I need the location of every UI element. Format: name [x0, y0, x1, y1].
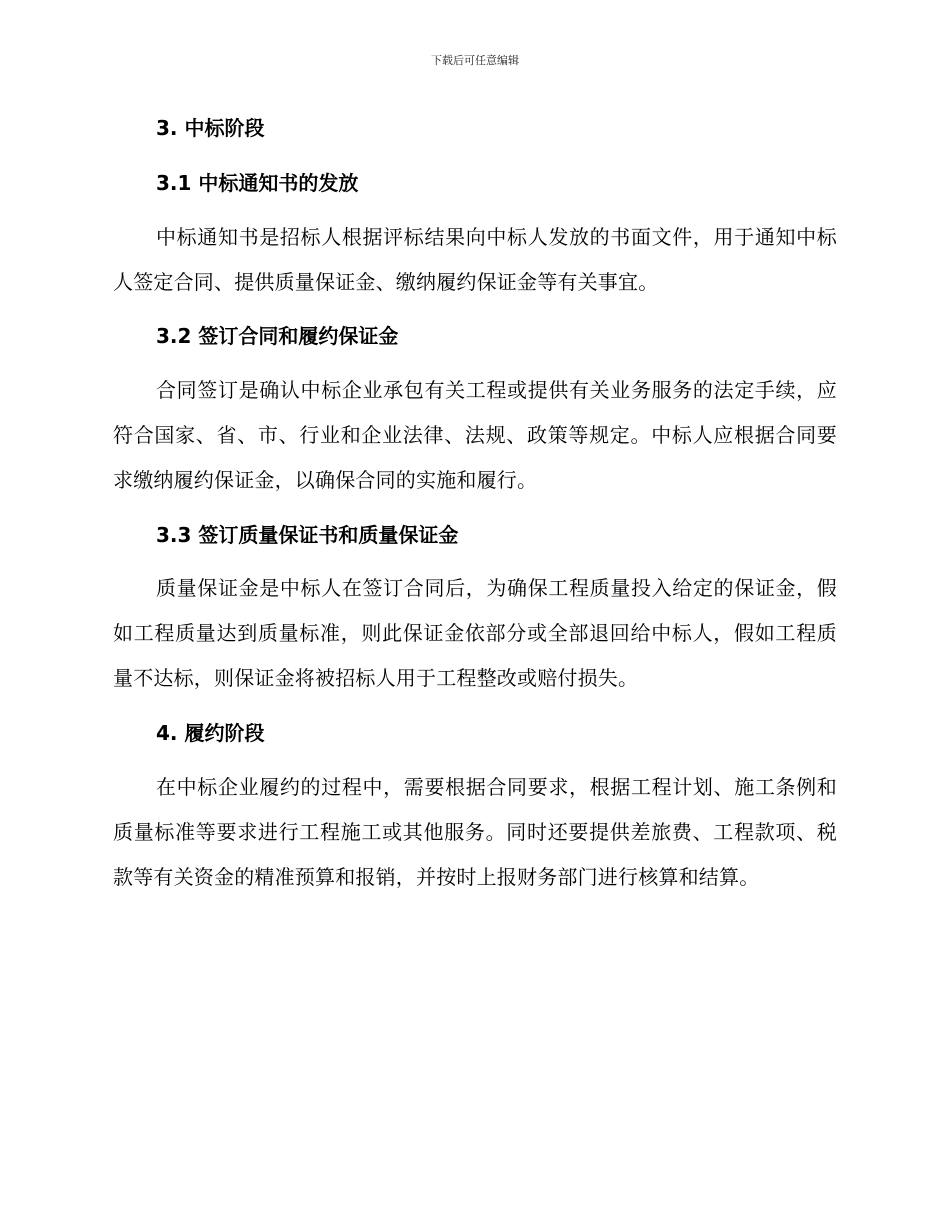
section-3-3-heading: 3.3 签订质量保证书和质量保证金: [156, 523, 459, 547]
section-4-paragraph: 在中标企业履约的过程中，需要根据合同要求，根据工程计划、施工条例和质量标准等要求进行工程施工或其他服务。同时还要提供差旅费、工程款项、税款等有关资金的精准预算和报销，并按时上报财务部门进行核算和结算。: [113, 775, 837, 889]
section-3-1-heading: 3.1 中标通知书的发放: [156, 171, 359, 195]
page-header-note: 下载后可任意编辑: [431, 54, 519, 67]
section-3-1-paragraph: 中标通知书是招标人根据评标结果向中标人发放的书面文件，用于通知中标人签定合同、提供质量保证金、缴纳履约保证金等有关事宜。: [113, 225, 837, 294]
section-3-heading: 3. 中标阶段: [156, 116, 265, 140]
section-4-heading: 4. 履约阶段: [156, 721, 265, 745]
section-3-2-heading: 3.2 签订合同和履约保证金: [156, 324, 399, 348]
section-3-2-paragraph: 合同签订是确认中标企业承包有关工程或提供有关业务服务的法定手续，应符合国家、省、市、行业和企业法律、法规、政策等规定。中标人应根据合同要求缴纳履约保证金，以确保合同的实施和履行。: [113, 378, 837, 492]
section-3-3-paragraph: 质量保证金是中标人在签订合同后，为确保工程质量投入给定的保证金，假如工程质量达到质量标准，则此保证金依部分或全部退回给中标人，假如工程质量不达标，则保证金将被招标人用于工程整改或赔付损失。: [113, 576, 837, 690]
